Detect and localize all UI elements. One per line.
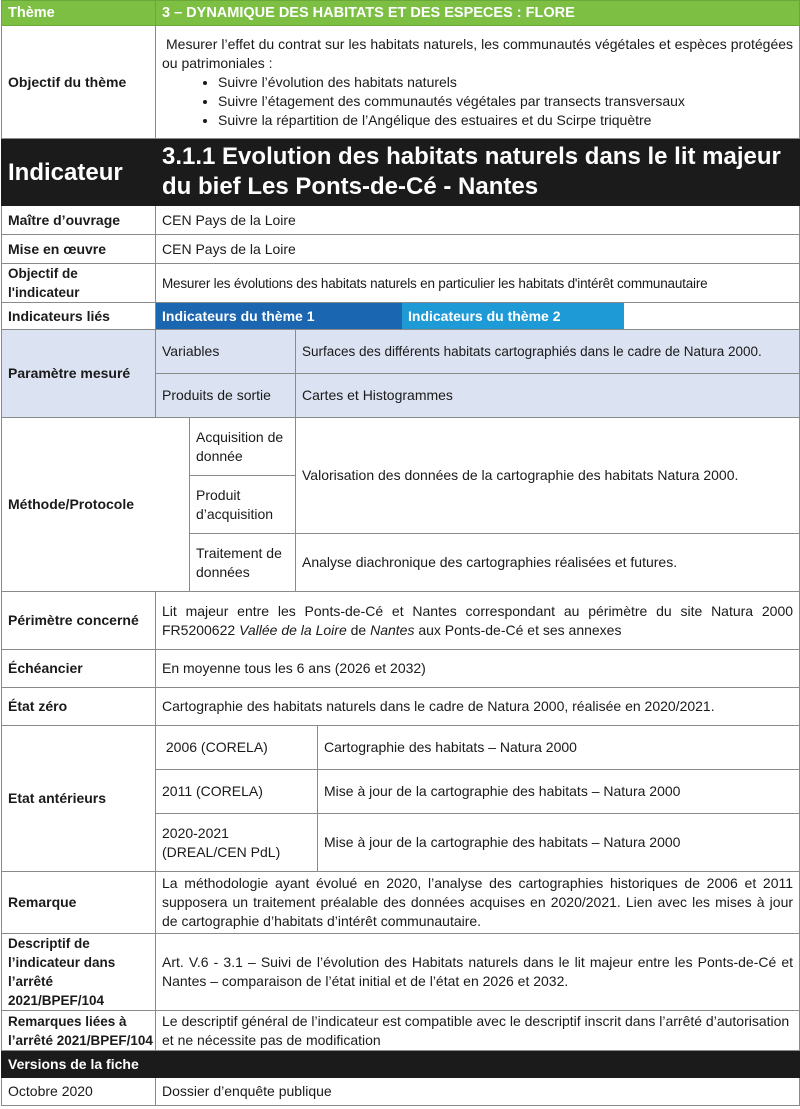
parametre-sub-variables: Variables	[156, 330, 296, 374]
link-indicateurs-theme-1[interactable]: Indicateurs du thème 1	[156, 303, 402, 329]
etat-zero-label: État zéro	[2, 688, 156, 726]
perimetre-line1: Lit majeur entre les Ponts-de-Cé et Nantes correspondant au périmètre du site Natura 2000	[162, 602, 794, 619]
bullet-item: • Suivre la répartition de l’Angélique des estuaires et du Scirpe triquètre	[218, 111, 793, 130]
descriptif-row	[2, 934, 800, 1011]
indicateur-row	[2, 139, 800, 206]
remarques-arrete-value: Le descriptif général de l’indicateur est compatible avec le descriptif inscrit dans l’arrêté d’autorisation et ne nécessite pas de modification	[156, 1011, 800, 1051]
mise-en-oeuvre-value: CEN Pays de la Loire	[156, 235, 800, 264]
etat-value: Mise à jour de la cartographie des habitats – Natura 2000	[318, 814, 800, 872]
indicateurs-lies-row	[2, 303, 800, 330]
parametre-label: Paramètre mesuré	[2, 330, 156, 418]
parametre-value-variables: Surfaces des différents habitats cartographiés dans le cadre de Natura 2000.	[296, 330, 800, 374]
remarque-row	[2, 872, 800, 934]
maitre-ouvrage-row	[2, 206, 800, 235]
version-date: Octobre 2020	[2, 1078, 156, 1106]
methode-sub-traitement: Traitement de données	[190, 534, 296, 592]
objectif-theme-intro: Mesurer l’effet du contrat sur les habitats naturels, les communautés végétales et espèces protégées ou patrimoniales :	[162, 35, 797, 71]
perimetre-site-name: Vallée de la Loire	[239, 621, 347, 638]
theme-label: Thème	[2, 1, 156, 26]
version-row	[2, 1078, 800, 1106]
maitre-ouvrage-value: CEN Pays de la Loire	[156, 206, 800, 235]
echeancier-value: En moyenne tous les 6 ans (2026 et 2032)	[156, 650, 800, 688]
objectif-indicateur-row	[2, 264, 800, 303]
objectif-theme-bullets	[162, 73, 793, 130]
perimetre-value: Lit majeur entre les Ponts-de-Cé et Nantes correspondant au périmètre du site Natura 2000 FR5200622 Vallée de la Loire de Nantes aux Ponts-de-Cé et ses annexes	[156, 592, 800, 650]
bullet-item: • Suivre l’étagement des communautés végétales par transects transversaux	[218, 92, 793, 111]
versions-header: Versions de la fiche	[2, 1051, 800, 1078]
etat-zero-value: Cartographie des habitats naturels dans le cadre de Natura 2000, réalisée en 2020/2021.	[156, 688, 800, 726]
parametre-row-1	[2, 330, 800, 374]
etat-date: 2020-2021 (DREAL/CEN PdL)	[156, 814, 318, 872]
link-indicateurs-theme-2[interactable]: Indicateurs du thème 2	[402, 303, 624, 329]
maitre-ouvrage-label: Maître d’ouvrage	[2, 206, 156, 235]
mise-en-oeuvre-row	[2, 235, 800, 264]
parametre-value-produits: Cartes et Histogrammes	[296, 374, 800, 418]
remarques-arrete-row	[2, 1011, 800, 1051]
remarque-value: La méthodologie ayant évolué en 2020, l’analyse des cartographies historiques de 2006 et 2011 supposera un traitement préalable des données acquises en 2020/2021. Lien avec les mises à jour de cartographie d’habitats d’intérêt communautaire.	[156, 872, 800, 934]
indicateur-label: Indicateur	[2, 139, 156, 206]
indicateur-title: 3.1.1 Evolution des habitats naturels dans le lit majeur du bief Les Ponts-de-Cé - Nantes	[156, 139, 800, 206]
perimetre-code: FR5200622	[162, 621, 240, 638]
remarque-label: Remarque	[2, 872, 156, 934]
theme-value: 3 – DYNAMIQUE DES HABITATS ET DES ESPECES : FLORE	[156, 1, 800, 26]
version-value: Dossier d’enquête publique	[156, 1078, 800, 1106]
etat-zero-row	[2, 688, 800, 726]
methode-sub-acquisition: Acquisition de donnée	[190, 418, 296, 476]
objectif-theme-row	[2, 26, 800, 139]
etats-anterieurs-label: Etat antérieurs	[2, 726, 156, 872]
etats-anterieurs-row-1	[2, 726, 800, 770]
methode-value-traitement: Analyse diachronique des cartographies réalisées et futures.	[296, 534, 800, 592]
objectif-indicateur-label: Objectif de l'indicateur	[2, 264, 156, 303]
echeancier-label: Échéancier	[2, 650, 156, 688]
etat-value: Cartographie des habitats – Natura 2000	[318, 726, 800, 770]
bullet-item: • Suivre l’évolution des habitats naturels	[218, 73, 793, 92]
descriptif-label: Descriptif de l’indicateur dans l’arrêté 2021/BPEF/104	[2, 934, 156, 1011]
methode-row-1	[2, 418, 800, 476]
indicateurs-lies-label: Indicateurs liés	[2, 303, 156, 330]
objectif-theme-label: Objectif du thème	[2, 26, 156, 139]
etat-date: 2006 (CORELA)	[156, 726, 318, 770]
descriptif-value: Art. V.6 - 3.1 – Suivi de l’évolution des Habitats naturels dans le lit majeur entre les Ponts-de-Cé et Nantes – comparaison de l’état initial et de l’état en 2026 et 2032.	[156, 934, 800, 1011]
mise-en-oeuvre-label: Mise en œuvre	[2, 235, 156, 264]
etat-date: 2011 (CORELA)	[156, 770, 318, 814]
parametre-sub-produits: Produits de sortie	[156, 374, 296, 418]
indicator-table	[1, 0, 800, 1106]
methode-merged-value: Valorisation des données de la cartographie des habitats Natura 2000.	[296, 418, 800, 534]
theme-row	[2, 1, 800, 26]
etat-value: Mise à jour de la cartographie des habitats – Natura 2000	[318, 770, 800, 814]
perimetre-row	[2, 592, 800, 650]
indicateurs-lies-links	[156, 303, 800, 330]
versions-header-row	[2, 1051, 800, 1078]
perimetre-label: Périmètre concerné	[2, 592, 156, 650]
echeancier-row	[2, 650, 800, 688]
perimetre-city: Nantes	[370, 621, 415, 638]
objectif-theme-content	[156, 26, 800, 139]
objectif-indicateur-value: Mesurer les évolutions des habitats naturels en particulier les habitats d'intérêt communautaire	[156, 264, 800, 303]
methode-sub-produit: Produit d’acquisition	[190, 476, 296, 534]
remarques-arrete-label: Remarques liées à l’arrêté 2021/BPEF/104	[2, 1011, 156, 1051]
methode-label: Méthode/Protocole	[2, 418, 190, 592]
